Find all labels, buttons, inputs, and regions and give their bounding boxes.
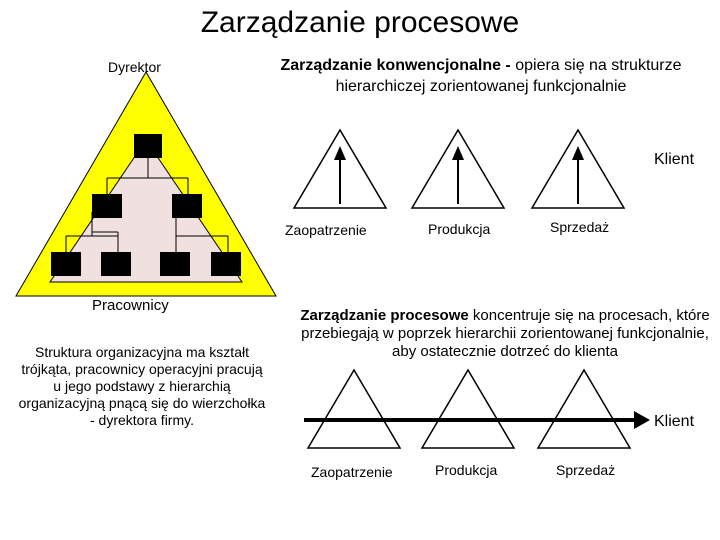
process-heading	[292, 307, 718, 361]
org-box-worker-2	[101, 252, 131, 276]
org-box-worker-3	[160, 252, 190, 276]
process-client-label: Klient	[654, 413, 695, 430]
org-box-worker-1	[51, 252, 81, 276]
conv-triangle-sprzedaz	[532, 130, 624, 208]
conventional-heading-rest: opiera się na strukturze hierarchiczej zorientowanej funkcjonalnie	[335, 57, 682, 95]
conventional-heading-bold: Zarządzanie konwencjonalne -	[280, 57, 511, 74]
conv-label-zaopatrzenie: Zaopatrzenie	[285, 222, 367, 238]
conv-label-produkcja: Produkcja	[428, 221, 491, 237]
proc-label-produkcja: Produkcja	[435, 462, 498, 478]
page-title: Zarządzanie procesowe	[200, 6, 520, 39]
proc-triangle-sprzedaz	[538, 370, 630, 448]
org-box-director	[134, 134, 162, 158]
proc-label-zaopatrzenie: Zaopatrzenie	[311, 464, 393, 480]
conventional-client-label: Klient	[654, 151, 695, 168]
pyramid-bottom-label: Pracownicy	[92, 297, 169, 314]
conv-triangle-produkcja	[412, 130, 504, 208]
proc-triangle-zaopatrzenie	[308, 370, 400, 448]
org-box-manager-left	[92, 194, 122, 218]
pyramid-top-label: Dyrektor	[108, 59, 161, 75]
pyramid-description: Struktura organizacyjna ma kształt trójkąta, pracownicy operacyjni pracują u jego podstawy z hierarchią organizacyjną pnącą się do wierzchołka - dyrektora firmy.	[18, 344, 266, 428]
process-heading-rest: koncentruje się na procesach, które przebiegają w poprzek hierarchii zorientowanej funkcjonalnie, aby ostatecznie dotrzeć do klienta	[301, 307, 710, 360]
org-box-worker-4	[211, 252, 241, 276]
process-heading-bold: Zarządzanie procesowe	[300, 307, 469, 324]
proc-triangle-produkcja	[422, 370, 514, 448]
conventional-heading	[268, 55, 694, 97]
conv-label-sprzedaz: Sprzedaż	[550, 219, 610, 235]
org-box-manager-right	[172, 194, 202, 218]
proc-label-sprzedaz: Sprzedaż	[556, 462, 616, 478]
conv-triangle-zaopatrzenie	[294, 130, 386, 208]
